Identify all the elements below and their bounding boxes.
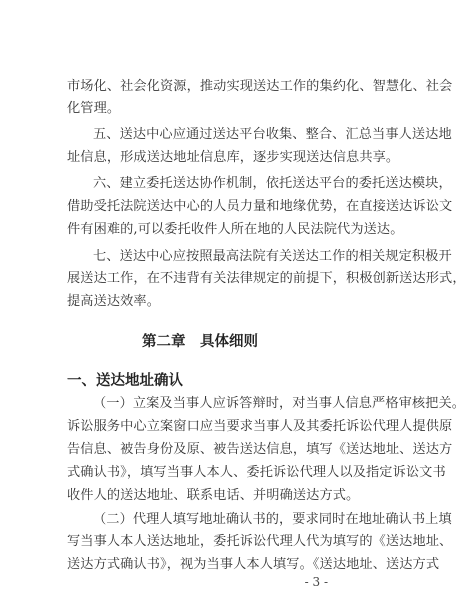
text-line: 提高送达效率。 [67,294,161,309]
text-line: 告信息、被告身份及原、被告送达信息，填写《送达地址、送达方 [67,442,453,457]
text-line: 市场化、社会化资源，推动实现送达工作的集约化、智慧化、社会 [67,79,453,94]
text-line: 址信息，形成送达地址信息库，逐步实现送达信息共享。 [67,150,400,165]
text-line: 借助受托法院送达中心的人员力量和地缘优势，在直接送达诉讼文 [67,199,453,214]
text-line: 诉讼服务中心立案窗口应当要求当事人及其委托诉讼代理人提供原 [67,419,453,434]
chapter-title: 第二章 具体细则 [142,334,258,350]
text-line: 六、建立委托送达协作机制，依托送达平台的委托送达模块， [93,176,452,191]
text-line: 五、送达中心应通过送达平台收集、整合、汇总当事人送达地 [93,127,452,142]
text-line: 七、送达中心应按照最高法院有关送达工作的相关规定积极开 [93,249,452,264]
text-line: （一）立案及当事人应诉答辩时，对当事人信息严格审核把关。 [93,396,466,411]
text-line: 展送达工作，在不违背有关法律规定的前提下，积极创新送达形式， [67,271,466,286]
section-title: 一、送达地址确认 [67,373,183,389]
text-line: 式确认书》，填写当事人本人、委托诉讼代理人以及指定诉讼文书 [67,465,446,480]
text-line: 收件人的送达地址、联系电话、并明确送达方式。 [67,488,360,503]
text-line: （二）代理人填写地址确认书的，要求同时在地址确认书上填 [93,512,452,527]
text-line: 化管理。 [67,101,121,116]
text-line: 件有困难的,可以委托收件人所在地的人民法院代为送达。 [67,222,404,237]
text-line: 送达方式确认书》，视为当事人本人填写。《送达地址、送达方式 [67,557,440,572]
text-line: 写当事人本人送达地址，委托诉讼代理人代为填写的《送达地址、 [67,534,453,549]
page-number: - 3 - [304,575,328,589]
